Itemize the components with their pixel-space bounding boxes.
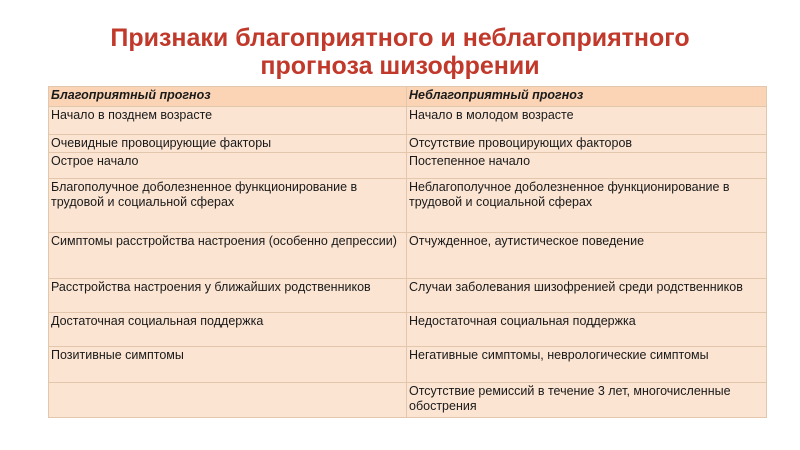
favorable-cell: Очевидные провоцирующие факторы (49, 135, 407, 153)
page-title-line-2: прогноза шизофрении (260, 52, 540, 80)
header-unfavorable: Неблагоприятный прогноз (407, 87, 767, 107)
unfavorable-cell: Отсутствие ремиссий в течение 3 лет, многочисленные обострения (407, 383, 767, 418)
table-row (49, 179, 767, 233)
unfavorable-cell: Недостаточная социальная поддержка (407, 313, 767, 347)
favorable-cell: Позитивные симптомы (49, 347, 407, 383)
favorable-cell: Достаточная социальная поддержка (49, 313, 407, 347)
table-row (49, 107, 767, 135)
table-row (49, 233, 767, 279)
table-row (49, 383, 767, 418)
prognosis-table (48, 86, 767, 418)
unfavorable-cell: Случаи заболевания шизофренией среди родственников (407, 279, 767, 313)
unfavorable-cell: Постепенное начало (407, 153, 767, 179)
favorable-cell: Симптомы расстройства настроения (особенно депрессии) (49, 233, 407, 279)
unfavorable-cell: Неблагополучное доболезненное функционирование в трудовой и социальной сферах (407, 179, 767, 233)
unfavorable-cell: Негативные симптомы, неврологические симптомы (407, 347, 767, 383)
page-title-line-1: Признаки благоприятного и неблагоприятного (110, 24, 690, 52)
unfavorable-cell: Начало в молодом возрасте (407, 107, 767, 135)
favorable-cell: Благополучное доболезненное функционирование в трудовой и социальной сферах (49, 179, 407, 233)
table-row (49, 313, 767, 347)
favorable-cell: Начало в позднем возрасте (49, 107, 407, 135)
header-favorable: Благоприятный прогноз (49, 87, 407, 107)
favorable-cell (49, 383, 407, 418)
table-row (49, 153, 767, 179)
favorable-cell: Острое начало (49, 153, 407, 179)
table-row (49, 347, 767, 383)
page-title (0, 24, 800, 80)
unfavorable-cell: Отсутствие провоцирующих факторов (407, 135, 767, 153)
table-row (49, 279, 767, 313)
table-row (49, 135, 767, 153)
favorable-cell: Расстройства настроения у ближайших родственников (49, 279, 407, 313)
unfavorable-cell: Отчужденное, аутистическое поведение (407, 233, 767, 279)
table-header-row (49, 87, 767, 107)
